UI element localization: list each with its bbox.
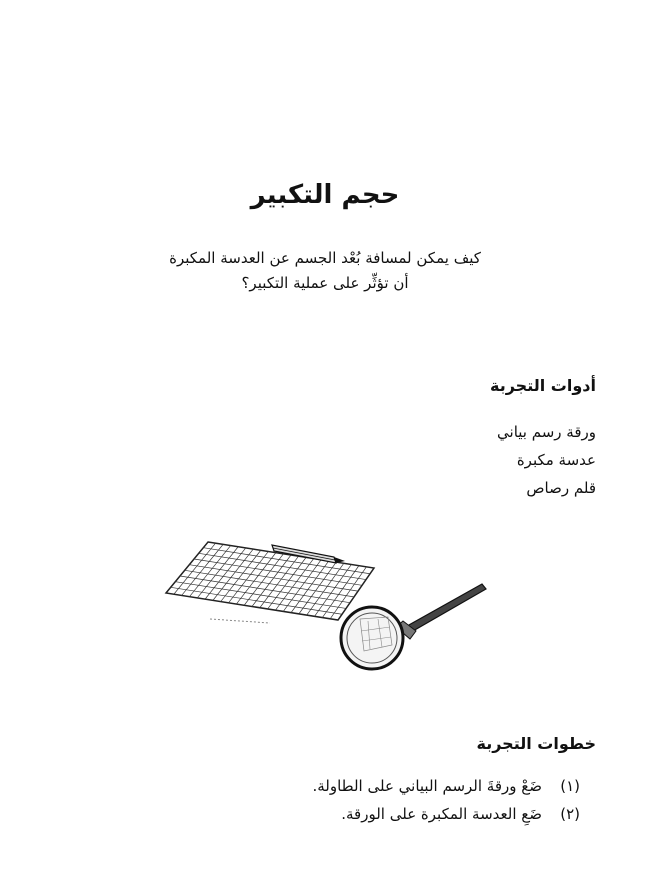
- step-number: (١): [560, 777, 580, 795]
- step-item: [312, 772, 580, 800]
- magnifying-glass-icon: [341, 584, 486, 669]
- steps-list: [312, 772, 580, 828]
- step-number: (٢): [560, 805, 580, 823]
- question-line-2: أن تؤثِّر على عملية التكبير؟: [241, 274, 409, 292]
- page-title: حجم التكبير: [250, 180, 400, 210]
- tools-heading: أدوات التجربة: [490, 376, 596, 395]
- step-text: ضَعِ العدسة المكبرة على الورقة.: [341, 805, 542, 823]
- step-text: ضَعْ ورقةَ الرسم البياني على الطاولة.: [312, 777, 542, 795]
- experiment-illustration: [160, 535, 500, 685]
- tool-item-pencil: قلم رصاص: [526, 479, 596, 497]
- tool-item-graph-paper: ورقة رسم بياني: [497, 423, 596, 441]
- experiment-question: [100, 246, 550, 296]
- tools-list: [497, 418, 596, 502]
- steps-heading: خطوات التجربة: [476, 734, 596, 753]
- step-item: [312, 800, 580, 828]
- graph-paper-icon: [166, 542, 374, 623]
- question-line-1: كيف يمكن لمسافة بُعْد الجسم عن العدسة المكبرة: [169, 249, 481, 267]
- tool-item-magnifier: عدسة مكبرة: [516, 451, 596, 469]
